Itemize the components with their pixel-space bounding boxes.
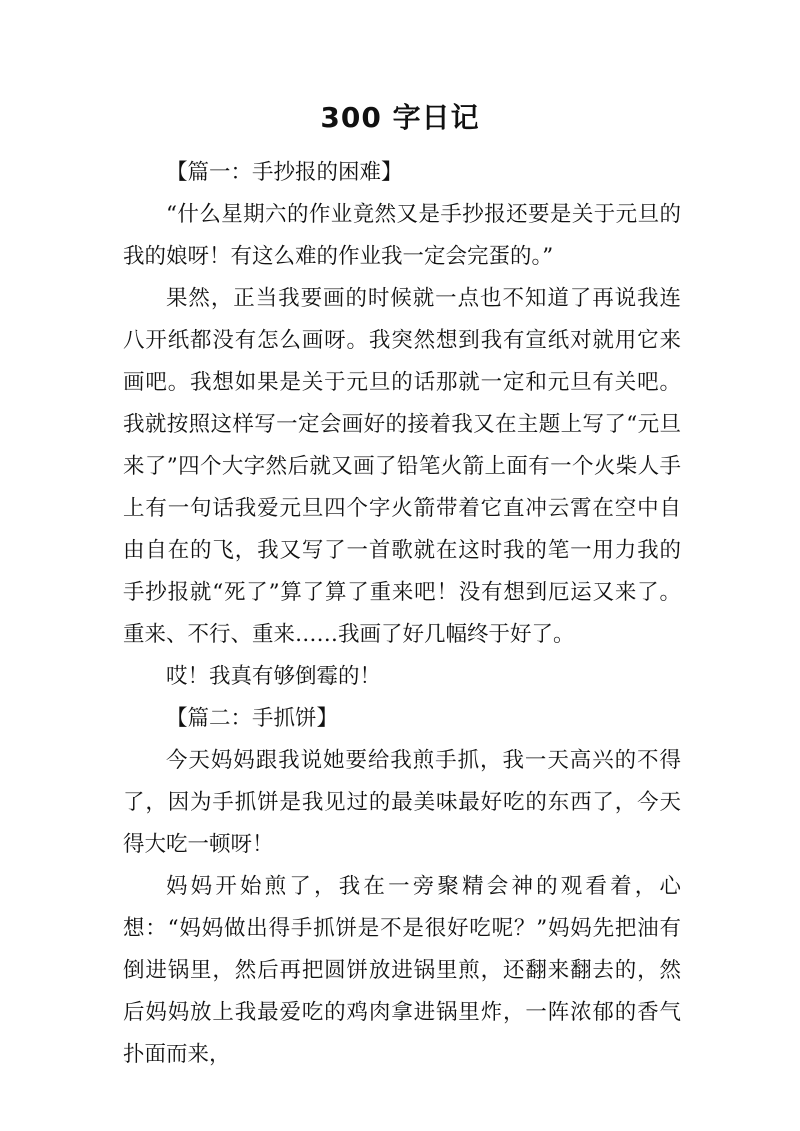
section-heading-2: 【篇二：手抓饼】 <box>166 706 339 731</box>
section-heading-1: 【篇一：手抄报的困难】 <box>166 160 403 185</box>
document-body <box>123 152 681 1076</box>
paragraph-story: 果然，正当我要画的时候就一点也不知道了再说我连八开纸都没有怎么画呀。我突然想到我有宣纸对就用它来画吧。我想如果是关于元旦的话那就一定和元旦有关吧。我就按照这样写一定会画好的接着我又在主题上写了“元旦来了”四个大字然后就又画了铅笔火箭上面有一个火柴人手上有一句话我爱元旦四个字火箭带着它直冲云霄在空中自由自在的飞，我又写了一首歌就在这时我的笔一用力我的手抄报就“死了”算了算了重来吧！没有想到厄运又来了。重来、不行、重来……我画了好几幅终于好了。 <box>123 286 681 647</box>
document-title: 300 字日记 <box>320 101 480 134</box>
paragraph-sigh: 哎！我真有够倒霉的！ <box>166 664 382 689</box>
paragraph-pancake-intro: 今天妈妈跟我说她要给我煎手抓，我一天高兴的不得了，因为手抓饼是我见过的最美味最好吃的东西了，今天得大吃一顿呀！ <box>123 748 681 857</box>
paragraph-quote: “什么星期六的作业竟然又是手抄报还要是关于元旦的我的娘呀！有这么难的作业我一定会完蛋的。” <box>123 202 681 269</box>
paragraph-pancake-cooking: 妈妈开始煎了，我在一旁聚精会神的观看着，心想：“妈妈做出得手抓饼是不是很好吃呢？”妈妈先把油有倒进锅里，然后再把圆饼放进锅里煎，还翻来翻去的，然后妈妈放上我最爱吃的鸡肉拿进锅里炸，一阵浓郁的香气扑面而来， <box>123 874 681 1067</box>
